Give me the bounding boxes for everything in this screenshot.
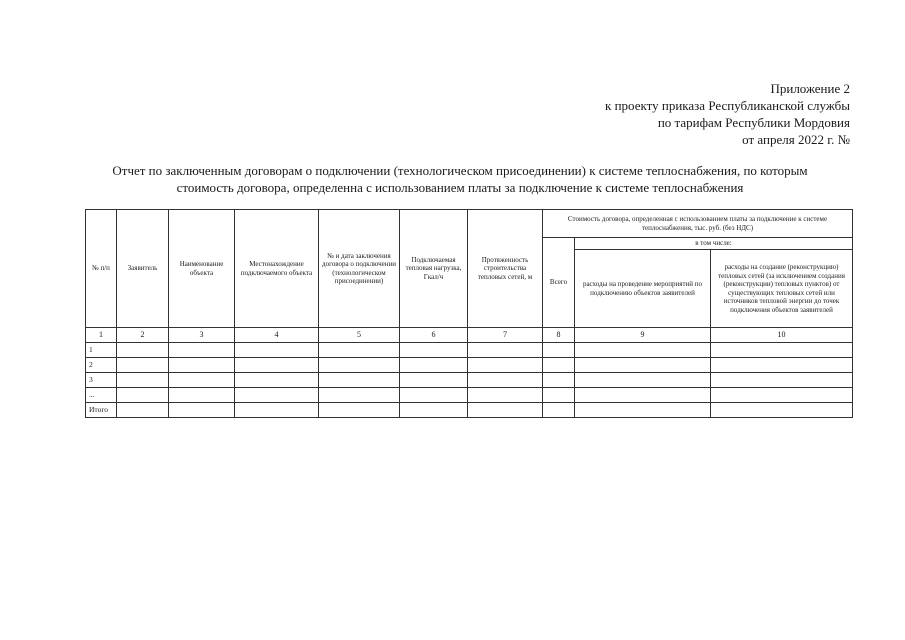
header-num: № п/п [86, 210, 117, 328]
header-total: Всего [543, 238, 575, 328]
table-cell [235, 358, 319, 373]
header-contract: № и дата заключения договора о подключении (технологическом присоединении) [319, 210, 400, 328]
column-number: 1 [86, 328, 117, 343]
table-cell [575, 373, 711, 388]
table-cell [468, 373, 543, 388]
table-cell [235, 388, 319, 403]
column-number: 9 [575, 328, 711, 343]
row-label: 1 [86, 343, 117, 358]
column-number: 6 [400, 328, 468, 343]
table-cell [543, 358, 575, 373]
report-title-line: стоимость договора, определенна с использованием платы за подключение к системе теплоснабжения [176, 180, 744, 195]
header-cost-group: Стоимость договора, определенная с использованием платы за подключение к системе теплоснабжения, тыс. руб. (без НДС) [543, 210, 853, 238]
table-cell [169, 343, 235, 358]
row-label: 2 [86, 358, 117, 373]
table-row-total [86, 403, 853, 418]
column-number: 7 [468, 328, 543, 343]
table-row [86, 358, 853, 373]
table-cell [575, 403, 711, 418]
table-cell [400, 373, 468, 388]
table-cell [319, 343, 400, 358]
table-cell [117, 403, 169, 418]
appendix-line: от апреля 2022 г. № [742, 132, 850, 147]
table-cell [319, 373, 400, 388]
header-expenses-creation: расходы на создание (реконструкцию) тепловых сетей (за исключением создания (реконструкции) тепловых пунктов) от существующих тепловых сетей или источников тепловой энергии до точек подключения объектов заявителей [711, 250, 853, 328]
appendix-block [605, 80, 850, 148]
table-cell [468, 388, 543, 403]
table-cell [117, 373, 169, 388]
column-number: 5 [319, 328, 400, 343]
appendix-line: к проекту приказа Республиканской службы [605, 98, 850, 113]
table-row [86, 343, 853, 358]
report-table [85, 209, 853, 418]
table-cell [400, 343, 468, 358]
appendix-line: по тарифам Республики Мордовия [657, 115, 850, 130]
table-cell [319, 388, 400, 403]
report-title-line: Отчет по заключенным договорам о подключении (технологическом присоединении) к системе теплоснабжения, по которым [112, 163, 808, 178]
table-cell [319, 358, 400, 373]
row-label-total: Итого [86, 403, 117, 418]
header-object-name: Наименование объекта [169, 210, 235, 328]
column-number: 10 [711, 328, 853, 343]
table-cell [543, 403, 575, 418]
table-cell [235, 373, 319, 388]
table-cell [235, 403, 319, 418]
table-cell [169, 358, 235, 373]
table-cell [575, 343, 711, 358]
table-cell [711, 388, 853, 403]
table-cell [711, 373, 853, 388]
table-cell [319, 403, 400, 418]
table-cell [117, 343, 169, 358]
header-location: Местонахождение подключаемого объекта [235, 210, 319, 328]
column-number: 4 [235, 328, 319, 343]
table-row [86, 388, 853, 403]
table-cell [169, 403, 235, 418]
header-length: Протяженность строительства тепловых сетей, м [468, 210, 543, 328]
table-row [86, 373, 853, 388]
table-cell [468, 358, 543, 373]
row-label: 3 [86, 373, 117, 388]
table-cell [543, 388, 575, 403]
header-load: Подключаемая тепловая нагрузка, Гкал/ч [400, 210, 468, 328]
table-cell [400, 388, 468, 403]
table-cell [169, 388, 235, 403]
table-cell [400, 358, 468, 373]
header-applicant: Заявитель [117, 210, 169, 328]
table-cell [468, 403, 543, 418]
table-cell [117, 388, 169, 403]
table-cell [169, 373, 235, 388]
table-cell [543, 373, 575, 388]
header-including: в том числе: [575, 238, 853, 250]
table-cell [543, 343, 575, 358]
table-cell [711, 358, 853, 373]
column-number: 2 [117, 328, 169, 343]
table-cell [711, 403, 853, 418]
table-cell [711, 343, 853, 358]
appendix-line: Приложение 2 [770, 81, 850, 96]
column-number: 8 [543, 328, 575, 343]
table-cell [235, 343, 319, 358]
table-cell [575, 388, 711, 403]
table-cell [400, 403, 468, 418]
table-cell [117, 358, 169, 373]
report-title [60, 162, 860, 196]
header-expenses-measures: расходы на проведение мероприятий по подключению объектов заявителей [575, 250, 711, 328]
table-cell [575, 358, 711, 373]
row-label: ... [86, 388, 117, 403]
column-numbers-row [86, 328, 853, 343]
column-number: 3 [169, 328, 235, 343]
table-cell [468, 343, 543, 358]
